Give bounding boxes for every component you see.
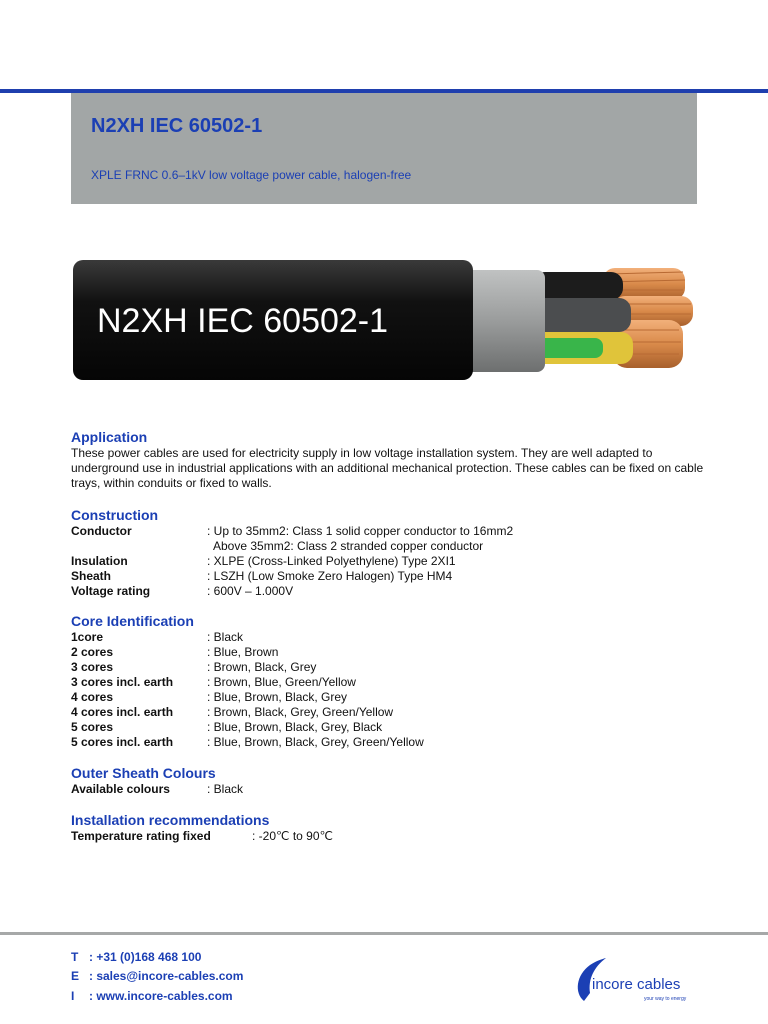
- application-title: Application: [71, 429, 148, 445]
- contact-website[interactable]: I : www.incore-cables.com: [71, 989, 233, 1003]
- core-identification-section: [71, 613, 711, 750]
- contact-phone: T : +31 (0)168 468 100: [71, 950, 202, 964]
- outer-sheath-section: [71, 765, 711, 797]
- logo-brand-text: incore cables: [592, 976, 681, 993]
- installation-title: Installation recommendations: [71, 812, 270, 828]
- core-row: 5 cores incl. earth : Blue, Brown, Black, Grey, Green/Yellow: [71, 735, 424, 749]
- construction-row: Above 35mm2: Class 2 stranded copper conductor: [213, 539, 484, 553]
- outer-sheath-row: Available colours : Black: [71, 782, 244, 796]
- core-row: 2 cores : Blue, Brown: [71, 645, 279, 659]
- installation-section: [71, 812, 711, 844]
- application-text: These power cables are used for electricity supply in low voltage installation system. They are well adapted to underground use in industrial applications with an additional mechanical protection. These cables can be fixed on cable trays, within conduits or fixed to walls.: [71, 446, 704, 490]
- core-row: 4 cores incl. earth : Brown, Black, Grey, Green/Yellow: [71, 705, 394, 719]
- inner-sheath: [463, 270, 545, 372]
- construction-row: Sheath : LSZH (Low Smoke Zero Halogen) Type HM4: [71, 569, 453, 583]
- page-subtitle: XPLE FRNC 0.6–1kV low voltage power cable, halogen-free: [91, 168, 412, 182]
- construction-section: [71, 507, 711, 599]
- application-section: [71, 429, 711, 491]
- page-title: N2XH IEC 60502-1: [91, 115, 263, 137]
- footer-rule: [0, 932, 768, 935]
- installation-row: Temperature rating fixed : -20℃ to 90℃: [71, 829, 333, 843]
- core-row: 3 cores : Brown, Black, Grey: [71, 660, 317, 674]
- core-row: 3 cores incl. earth : Brown, Blue, Green/Yellow: [71, 675, 356, 689]
- construction-title: Construction: [71, 507, 159, 523]
- header-banner: [71, 93, 697, 204]
- cable-image: [73, 258, 698, 383]
- core-row: 5 cores : Blue, Brown, Black, Grey, Black: [71, 720, 383, 734]
- logo-tagline-text: your way to energy: [644, 996, 687, 1002]
- core-identification-title: Core Identification: [71, 613, 194, 629]
- cable-cores: [533, 272, 633, 364]
- core-row: 4 cores : Blue, Brown, Black, Grey: [71, 690, 348, 704]
- construction-row: Insulation : XLPE (Cross-Linked Polyethylene) Type 2XI1: [71, 554, 456, 568]
- incore-cables-logo: [572, 955, 712, 1005]
- cable-print-text: N2XH IEC 60502-1: [97, 302, 389, 340]
- construction-row: Voltage rating : 600V – 1.000V: [71, 584, 294, 598]
- outer-sheath-title: Outer Sheath Colours: [71, 765, 216, 781]
- contact-email[interactable]: E : sales@incore-cables.com: [71, 969, 244, 983]
- construction-row: Conductor : Up to 35mm2: Class 1 solid copper conductor to 16mm2: [71, 524, 514, 538]
- core-row: 1core : Black: [71, 630, 244, 644]
